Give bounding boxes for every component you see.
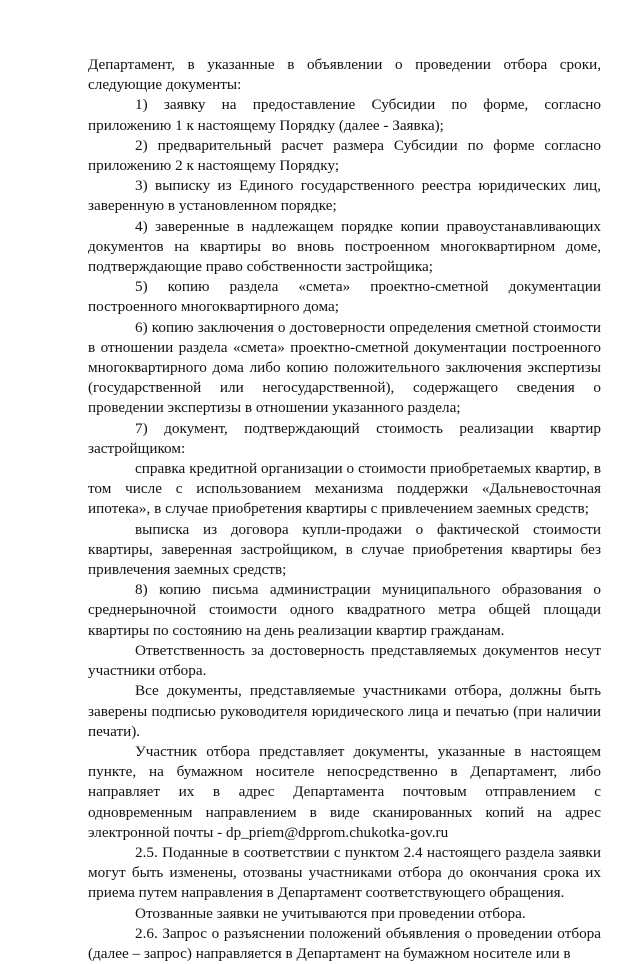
paragraph-certification: Все документы, представляемые участниками отбора, должны быть заверены подписью руководителя юридического лица и печатью (при наличии печати). [88, 682, 601, 740]
sub-item-bank-certificate: справка кредитной организации о стоимости приобретаемых квартир, в том числе с использованием механизма поддержки «Дальневосточная ипотека», в случае приобретения квартиры с привлечением заемных средств; [88, 460, 601, 518]
list-item-subsidy-calculation: 2) предварительный расчет размера Субсидии по форме согласно приложению 2 к настоящему Порядку; [88, 136, 601, 175]
paragraph-responsibility: Ответственность за достоверность представляемых документов несут участники отбора. [88, 641, 601, 680]
list-item-title-documents: 4) заверенные в надлежащем порядке копии правоустанавливающих документов на квартиры во вновь построенном многоквартирном доме, подтверждающие право собственности застройщика; [88, 217, 601, 276]
list-item-municipal-letter: 8) копию письма администрации муниципального образования о среднерыночной стоимости одного квадратного метра общей площади квартиры по состоянию на день реализации квартир гражданам. [88, 581, 601, 639]
paragraph-section-2-6: 2.6. Запрос о разъяснении положений объявления о проведении отбора (далее – запрос) направляется в Департамент на бумажном носителе или в [88, 924, 601, 962]
paragraph-submission: Участник отбора представляет документы, указанные в настоящем пункте, на бумажном носителе непосредственно в Департамент, либо направляет их в адрес Департамента почтовым отправлением с одновременным направлением в виде сканированных копий на адрес электронной почты - dp_priem@dpprom.chukotka-gov.ru [88, 742, 601, 841]
list-item-registry-extract: 3) выписку из Единого государственного реестра юридических лиц, заверенную в установленном порядке; [88, 177, 601, 215]
paragraph-intro: Департамент, в указанные в объявлении о проведении отбора сроки, следующие документы: [88, 56, 601, 94]
list-item-application: 1) заявку на предоставление Субсидии по форме, согласно приложению 1 к настоящему Порядку (далее - Заявка); [88, 96, 601, 134]
list-item-expert-conclusion: 6) копию заключения о достоверности определения сметной стоимости в отношении раздела «смета» проектно-сметной документации построенного многоквартирного дома либо копию положительного заключения экспертизы (государственной или негосударственной), содержащего сведения о проведении экспертизы в отношении указанного раздела; [88, 318, 601, 417]
list-item-cost-document: 7) документ, подтверждающий стоимость реализации квартир застройщиком: [88, 419, 601, 457]
paragraph-withdrawn: Отозванные заявки не учитываются при проведении отбора. [135, 904, 526, 922]
document-page [88, 55, 601, 964]
sub-item-contract-extract: выписка из договора купли-продажи о фактической стоимости квартиры, заверенная застройщиком, в случае приобретения квартиры без привлечения заемных средств; [88, 520, 601, 579]
paragraph-section-2-5: 2.5. Поданные в соответствии с пунктом 2.4 настоящего раздела заявки могут быть изменены, отозваны участниками отбора до окончания срока их приема путем направления в Департамент соответствующего обращения. [88, 843, 601, 902]
list-item-estimate-section: 5) копию раздела «смета» проектно-сметной документации построенного многоквартирного дома; [88, 278, 601, 316]
